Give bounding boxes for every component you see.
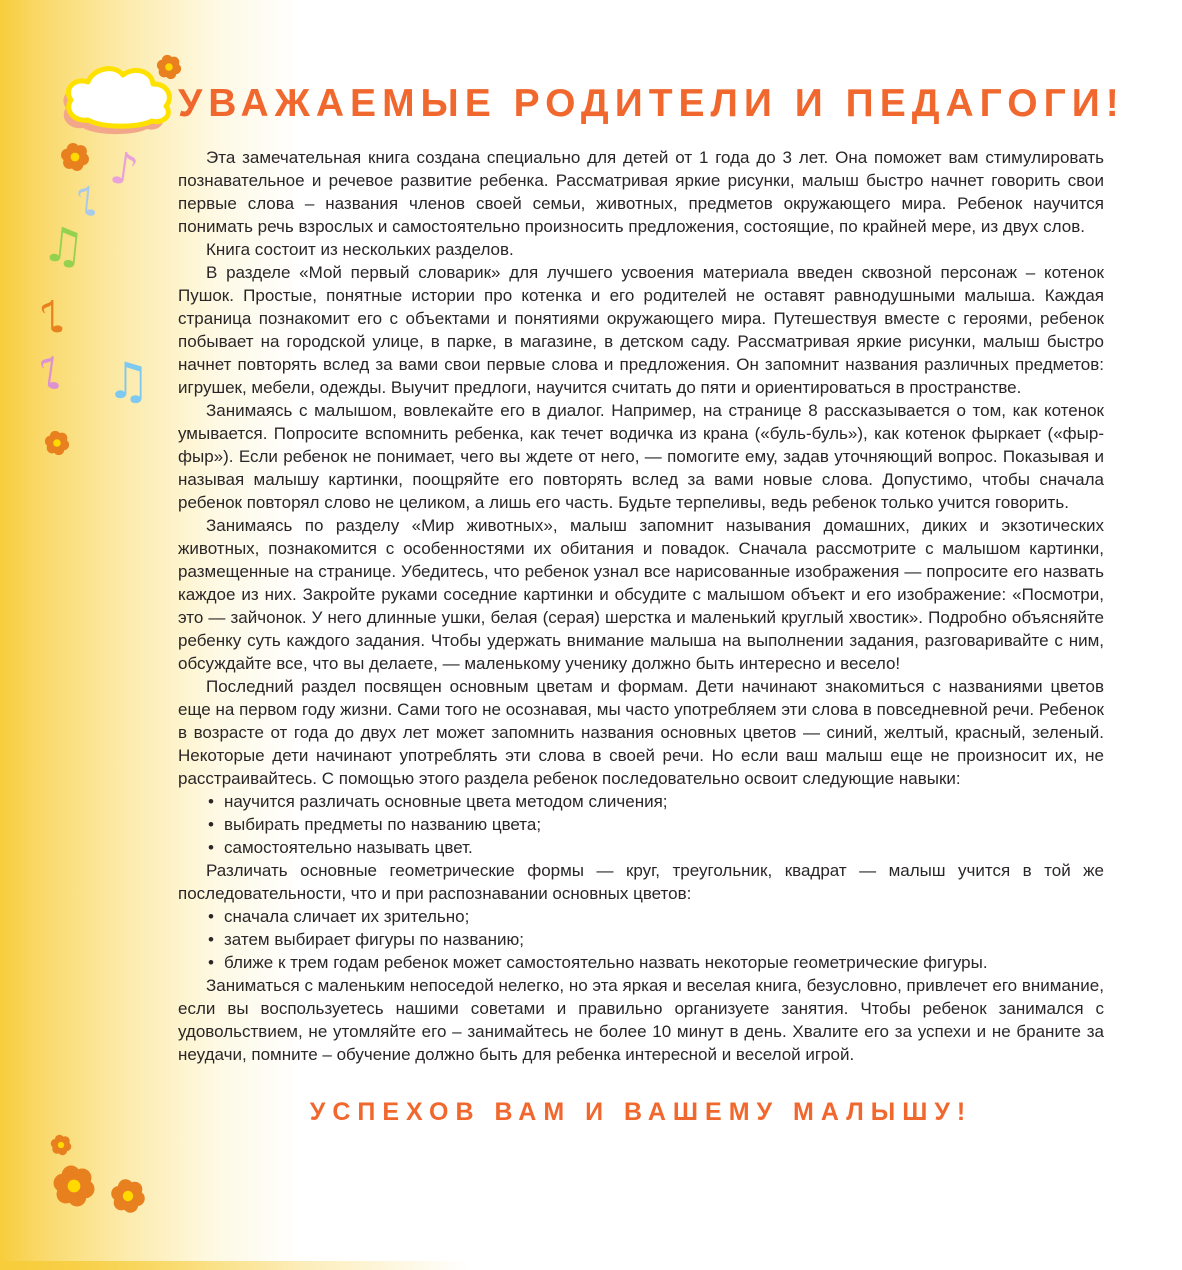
bullet-item: • ближе к трем годам ребенок может самостоятельно назвать некоторые геометрические фигуры. (178, 951, 1104, 974)
body-text (178, 146, 1104, 1066)
closing-title: УСПЕХОВ ВАМ И ВАШЕМУ МАЛЫШУ! (309, 1098, 973, 1126)
paragraph: Различать основные геометрические формы — круг, треугольник, квадрат — малыш учится в той же последовательности, что и при распознавании основных цветов: (178, 861, 1104, 903)
music-note-icon: ♪ (106, 142, 142, 197)
music-note-icon: ♪ (71, 177, 102, 227)
paragraph: В разделе «Мой первый словарик» для лучшего усвоения материала введен сквозной персонаж – котенок Пушок. Простые, понятные истории про котенка и его родителей не оставят равнодушными малыша. Каждая страница познакомит его с объектами и понятиями окружающего мира. Путешествуя вместе с героями, ребенок побывает на городской улице, в парке, в магазине, в детском саду. Рассматривая яркие рисунки, малыш быстро начнет повторять вслед за вами свои первые слова и предложения. Он запомнит названия различных предметов: игрушек, мебели, одежды. Выучит предлоги, научится считать до пяти и ориентироваться в пространстве. (178, 263, 1104, 397)
bullet-item: • сначала сличает их зрительно; (178, 905, 1104, 928)
flower-icon (52, 1164, 96, 1213)
paragraph: Занимаясь с малышом, вовлекайте его в диалог. Например, на странице 8 рассказывается о том, как котенок умывается. Попросите вспомнить ребенка, как течет водичка из крана («буль-буль»), как котенок фыркает («фыр-фыр»). Если ребенок не понимает, чего вы ждете от него, — помогите ему, задав уточняющий вопрос. Показывая и называя малышу картинки, поощряйте его повторять вслед за вами новые слова. Допустимо, чтобы сначала ребенок повторял слово не целиком, а лишь его часть. Будьте терпеливы, ведь ребенок только учится говорить. (178, 401, 1104, 512)
page-title: УВАЖАЕМЫЕ РОДИТЕЛИ И ПЕДАГОГИ! (178, 82, 1125, 125)
paragraph: Последний раздел посвящен основным цветам и формам. Дети начинают знакомиться с названиями цветов еще на первом году жизни. Сами того не осознавая, мы часто употребляем эти слова в повседневной речи. Ребенок в возрасте от года до двух лет может запомнить названия основных цветов — синий, желтый, красный, зеленый. Некоторые дети начинают употреблять эти слова в своей речи. Но если ваш малыш еще не произносит их, не расстраивайтесь. С помощью этого раздела ребенок последовательно освоит следующие навыки: (178, 677, 1104, 788)
music-note-icon: ♫ (106, 352, 151, 410)
flower-icon (50, 1134, 72, 1161)
music-note-icon: ♫ (39, 215, 88, 277)
music-note-icon: ♪ (38, 292, 67, 343)
paragraph: Занимаясь по разделу «Мир животных», малыш запомнит называния домашних, диких и экзотических животных, познакомится с особенностями их обитания и повадок. Сначала рассмотрите с малышом картинки, размещенные на странице. Убедитесь, что ребенок узнал все нарисованные изображения — попросите его назвать каждое из них. Закройте руками соседние картинки и обсудите с малышом объект и его изображение: «Посмотри, это — зайчонок. У него длинные ушки, белая (серая) шерстка и маленький круглый хвостик». Подробно объясняйте ребенку суть каждого задания. Чтобы удержать внимание малыша на выполнении задания, разговаривайте с ним, обсуждайте все, что вы делаете, — маленькому ученику должно быть интересно и весело! (178, 516, 1104, 673)
flower-icon (44, 430, 70, 461)
flower-icon (60, 142, 90, 177)
paragraph: Эта замечательная книга создана специально для детей от 1 года до 3 лет. Она поможет вам стимулировать познавательное и речевое развитие ребенка. Рассматривая яркие рисунки, малыш быстро начнет говорить свои первые слова – названия членов своей семьи, животных, предметов окружающего мира. Ребенок научится понимать речь взрослых и самостоятельно произносить предложения, состоящие, по крайней мере, из двух слов. (178, 148, 1104, 236)
music-note-icon: ♪ (32, 346, 68, 401)
paragraph: Книга состоит из нескольких разделов. (206, 240, 514, 259)
bullet-item: • затем выбирает фигуры по названию; (178, 928, 1104, 951)
paragraph: Заниматься с маленьким непоседой нелегко, но эта яркая и веселая книга, безусловно, привлечет его внимание, если вы воспользуетесь нашими советами и правильно организуете занятия. Чтобы ребенок занимался с удовольствием, не утомляйте его – занимайтесь не более 10 минут в день. Хвалите его за успехи и не браните за неудачи, помните – обучение должно быть для ребенка интересной и веселой игрой. (178, 976, 1104, 1064)
bullet-item: • самостоятельно называть цвет. (178, 836, 1104, 859)
bullet-item: • научится различать основные цвета методом сличения; (178, 790, 1104, 813)
flower-icon (110, 1178, 146, 1219)
content-column (178, 0, 1125, 1127)
bottom-gradient-strip (0, 1261, 470, 1270)
bullet-item: • выбирать предметы по названию цвета; (178, 813, 1104, 836)
